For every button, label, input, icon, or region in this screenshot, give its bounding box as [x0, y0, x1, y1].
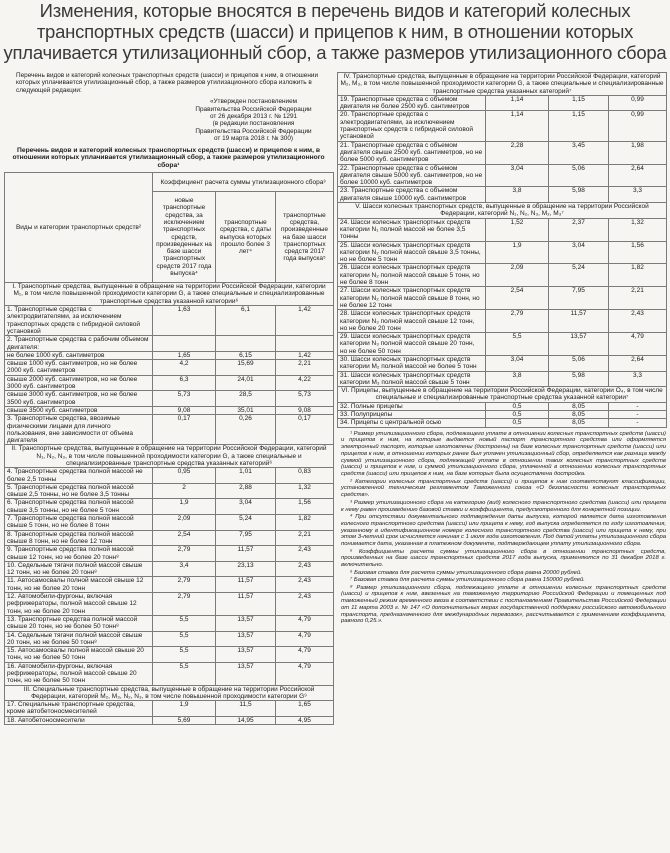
- coef-old: 24,01: [216, 375, 276, 391]
- coef-new: 2,28: [486, 141, 549, 164]
- approval-line: Правительства Российской Федерации: [195, 105, 312, 113]
- coef-new: 2,79: [486, 310, 549, 333]
- table-row: [338, 164, 667, 187]
- row-label: 17. Специальные транспортные средства, кроме автобетоносмесителей: [5, 701, 153, 717]
- coef-old: [216, 336, 276, 352]
- row-label: 27. Шасси колесных транспортных средств категории N₂ полной массой свыше 8 тонн, но не более 12 тонн: [338, 287, 486, 310]
- table-row: [5, 593, 334, 616]
- section-title: III. Специальные транспортные средства, выпущенные в обращение на территории Российской Федерации, категорий M₂, M₃, N₂, N₃, в том числе повышенной проходимости категории G⁹: [5, 685, 334, 701]
- coef-old: 23,13: [216, 561, 276, 577]
- row-label: свыше 3000 куб. сантиметров, но не более 3500 куб. сантиметров: [5, 391, 153, 407]
- coef-old: 14,95: [216, 716, 276, 724]
- table-row: [5, 530, 334, 546]
- table-header-row: [5, 173, 334, 192]
- table-row: [338, 218, 667, 241]
- coef-new: 5,73: [153, 391, 216, 407]
- coef-new: 3,8: [486, 371, 549, 387]
- coef-new: 2,09: [486, 264, 549, 287]
- coef-new: 1,52: [486, 218, 549, 241]
- row-label: свыше 3500 куб. сантиметров: [5, 406, 153, 414]
- table-row: [5, 701, 334, 717]
- column-header-coef: Коэффициент расчета суммы утилизационного сбора³: [153, 173, 334, 192]
- coef-old: 5,06: [549, 355, 609, 371]
- coef-old: 3,45: [549, 141, 609, 164]
- coef-old: 13,57: [216, 631, 276, 647]
- coef-new: 5,5: [153, 647, 216, 663]
- table-row: [338, 402, 667, 410]
- coef-new: 5,5: [486, 333, 549, 356]
- coef-base: 4,95: [276, 716, 334, 724]
- table-row: [5, 662, 334, 685]
- table-row: [5, 647, 334, 663]
- row-label: 25. Шасси колесных транспортных средств категории N₂ полной массой свыше 3,5 тонны, но не более 5 тонн: [338, 241, 486, 264]
- row-label: 8. Транспортные средства полной массой свыше 8 тонн, но не более 12 тонн: [5, 530, 153, 546]
- row-label: 33. Полуприцепы: [338, 411, 486, 419]
- row-label: 21. Транспортные средства с объемом двигателя свыше 2500 куб. сантиметров, но не более 5000 куб. сантиметров: [338, 141, 486, 164]
- coef-base: 4,79: [276, 631, 334, 647]
- coef-new: 5,5: [153, 615, 216, 631]
- column-header-old: транспортные средства, с даты выпуска которых прошло более 3 лет⁴: [216, 192, 276, 283]
- table-row: [5, 375, 334, 391]
- row-label: 23. Транспортные средства с объемом двигателя свыше 10000 куб. сантиметров: [338, 187, 486, 203]
- column-header-base: транспортные средства, произведенные на базе шасси транспортных средств 2017 года выпуска⁵: [276, 192, 334, 283]
- coef-base: 2,64: [609, 355, 667, 371]
- table-row: [5, 336, 334, 352]
- coef-new: 2,79: [153, 577, 216, 593]
- coef-new: 1,9: [486, 241, 549, 264]
- coef-old: 7,95: [549, 287, 609, 310]
- coef-new: 0,17: [153, 415, 216, 445]
- coef-old: 11,57: [549, 310, 609, 333]
- row-label: 1. Транспортные средства с электродвигателями, за исключением транспортных средств с гибридной силовой установкой: [5, 306, 153, 336]
- coef-base: -: [609, 402, 667, 410]
- coef-base: 0,17: [276, 415, 334, 445]
- coef-base: 2,64: [609, 164, 667, 187]
- table-row: [338, 241, 667, 264]
- coef-old: 2,88: [216, 483, 276, 499]
- coef-base: 2,43: [276, 561, 334, 577]
- coef-base: 1,98: [609, 141, 667, 164]
- approval-line: (в редакции постановления: [212, 120, 295, 128]
- coef-new: 5,5: [153, 631, 216, 647]
- coef-base: 4,79: [609, 333, 667, 356]
- row-label: свыше 1000 куб. сантиметров, но не более 2000 куб. сантиметров: [5, 360, 153, 376]
- page-header: [0, 0, 670, 70]
- row-label: не более 1000 куб. сантиметров: [5, 351, 153, 359]
- table-row: [5, 577, 334, 593]
- footnote: ⁸ Размер утилизационного сбора, подлежащего уплате в отношении колесных транспортных средств (шасси) и прицепов к ним, ввезенных на таможенную территорию Российской Федерации и помещенных под таможенный режим временного ввоза в соответствии с постановлением Правительства Российской Федерации от 11 марта 2003 г. № 147 «О дополнительных мерах государственной поддержки российского автомобильного транспорта, предназначенного для международных перевозок», рассчитывается с применением коэффициента, равного 0,25.».: [341, 584, 666, 625]
- coef-old: 3,04: [549, 241, 609, 264]
- row-label: 18. Автобетоносмесители: [5, 716, 153, 724]
- row-label: 3. Транспортные средства, ввозимые физическими лицами для личного пользования, вне зависимости от объема двигателя: [5, 415, 153, 445]
- coef-old: 2,37: [549, 218, 609, 241]
- coef-new: 0,95: [153, 468, 216, 484]
- coef-base: 1,56: [276, 499, 334, 515]
- coef-old: 11,5: [216, 701, 276, 717]
- section-header-row: [338, 73, 667, 96]
- row-label: 5. Транспортные средства полной массой свыше 2,5 тонны, но не более 3,5 тонны: [5, 483, 153, 499]
- coef-old: 5,98: [549, 187, 609, 203]
- coef-new: 1,9: [153, 701, 216, 717]
- row-label: 20. Транспортные средства с электродвигателями, за исключением транспортных средств с гибридной силовой установкой: [338, 111, 486, 141]
- row-label: 29. Шасси колесных транспортных средств категории N₃ полной массой свыше 20 тонн, но не более 50 тонн: [338, 333, 486, 356]
- row-label: 28. Шасси колесных транспортных средств категории N₃ полной массой свыше 12 тонн, но не более 20 тонн: [338, 310, 486, 333]
- section-title: VI. Прицепы, выпущенные в обращение на территории Российской Федерации, категории O₄, в том числе специальные и специализированные транспортные средства указанной категории⁷: [338, 387, 667, 403]
- row-label: 14. Седельные тягачи полной массой свыше 20 тонн, но не более 50 тонн⁸: [5, 631, 153, 647]
- coef-old: 11,57: [216, 577, 276, 593]
- section-header-row: [338, 387, 667, 403]
- coef-old: 8,05: [549, 402, 609, 410]
- coef-old: 6,1: [216, 306, 276, 336]
- coef-base: 2,43: [276, 577, 334, 593]
- table-row: [5, 406, 334, 414]
- column-header-kinds: Виды и категории транспортных средств²: [5, 173, 153, 283]
- table-row: [5, 391, 334, 407]
- row-label: 12. Автомобили-фургоны, включая рефрижераторы, полной массой свыше 12 тонн, но не более 20 тонн: [5, 593, 153, 616]
- coef-base: 4,79: [276, 662, 334, 685]
- table-row: [338, 141, 667, 164]
- table-row: [338, 371, 667, 387]
- coef-new: 3,8: [486, 187, 549, 203]
- coef-new: 4,2: [153, 360, 216, 376]
- coef-base: 2,43: [609, 310, 667, 333]
- coef-base: 1,32: [276, 483, 334, 499]
- footnote: ² Категории колесных транспортных средств (шасси) и прицепов к ним соответствуют классификации, установленной техническим регламентом Таможенного союза «О безопасности колесных транспортных средств».: [341, 478, 666, 499]
- coef-old: 28,5: [216, 391, 276, 407]
- approval-note: [174, 98, 333, 142]
- row-label: 6. Транспортные средства полной массой свыше 3,5 тонны, но не более 5 тонн: [5, 499, 153, 515]
- left-column: [4, 72, 333, 725]
- header-line-1: Изменения, которые вносятся в перечень видов и категорий колесных: [39, 0, 631, 21]
- coef-base: 1,42: [276, 306, 334, 336]
- row-label: 4. Транспортные средства полной массой не более 2,5 тонны: [5, 468, 153, 484]
- table-title: Перечень видов и категорий колесных транспортных средств (шасси) и прицепов к ним, в отношении которых уплачивается утилизационный сбор, а также размеров утилизационного сбора¹: [12, 146, 325, 169]
- coef-base: 2,21: [276, 530, 334, 546]
- coef-new: [153, 336, 216, 352]
- row-label: 30. Шасси колесных транспортных средств категории M₂ полной массой не более 5 тонн: [338, 355, 486, 371]
- coef-new: 1,14: [486, 95, 549, 111]
- coef-old: 5,06: [549, 164, 609, 187]
- section-title: II. Транспортные средства, выпущенные в обращение на территории Российской Федерации, категорий N₁, N₂, N₃, в том числе повышенной проходимости категории G, а также специальные и специализированные транспортные средства указанных категорий⁶: [5, 445, 334, 468]
- row-label: 13. Транспортные средства полной массой свыше 20 тонн, но не более 50 тонн⁸: [5, 615, 153, 631]
- coef-base: 2,43: [276, 546, 334, 562]
- coef-new: 2: [153, 483, 216, 499]
- coef-old: 3,04: [216, 499, 276, 515]
- coef-old: 5,24: [216, 515, 276, 531]
- coef-old: 13,57: [216, 662, 276, 685]
- right-column: [337, 72, 666, 626]
- row-label: 11. Автосамосвалы полной массой свыше 12 тонн, но не более 20 тонн: [5, 577, 153, 593]
- row-label: 19. Транспортные средства с объемом двигателя не более 2500 куб. сантиметров: [338, 95, 486, 111]
- coef-new: 3,4: [153, 561, 216, 577]
- approval-line: Правительства Российской Федерации: [195, 127, 312, 135]
- section-title: I. Транспортные средства, выпущенные в обращение на территории Российской Федерации, категории M₁, в том числе повышенной проходимости категории G, а также специальные и специализированные транспортные средства указанной категории⁶: [5, 283, 334, 306]
- coef-base: [276, 336, 334, 352]
- row-label: 24. Шасси колесных транспортных средств категории N₁ полной массой не более 3,5 тонны: [338, 218, 486, 241]
- table-row: [338, 95, 667, 111]
- table-row: [5, 515, 334, 531]
- table-row: [5, 306, 334, 336]
- coef-base: 9,08: [276, 406, 334, 414]
- coef-new: 0,5: [486, 402, 549, 410]
- table-row: [338, 264, 667, 287]
- coef-new: 1,9: [153, 499, 216, 515]
- footnote: ³ Размер утилизационного сбора на категорию (вид) колесного транспортного средства (шасси) или прицепа к нему равен произведению базовой ставки и коэффициента, предусмотренного для конкретной позиции.: [341, 499, 666, 513]
- row-label: 10. Седельные тягачи полной массой свыше 12 тонн, но не более 20 тонн⁸: [5, 561, 153, 577]
- intro-paragraph: Перечень видов и категорий колесных транспортных средств (шасси) и прицепов к ним, в отношении которых уплачивается утилизационный сбор, а также размеров утилизационного сбора изложить в следующей редакции:: [16, 72, 319, 94]
- table-row: [5, 561, 334, 577]
- coef-new: 6,3: [153, 375, 216, 391]
- coef-base: 1,82: [609, 264, 667, 287]
- coef-old: 13,57: [549, 333, 609, 356]
- table-row: [5, 483, 334, 499]
- coef-old: 8,05: [549, 411, 609, 419]
- row-label: 31. Шасси колесных транспортных средств категории M₃ полной массой свыше 5 тонн: [338, 371, 486, 387]
- coef-base: 2,43: [276, 593, 334, 616]
- coef-base: 1,32: [609, 218, 667, 241]
- coef-old: 8,05: [549, 419, 609, 427]
- section-header-row: [338, 203, 667, 219]
- coef-old: 1,15: [549, 95, 609, 111]
- levy-table-right: [337, 72, 667, 428]
- coef-new: 0,5: [486, 419, 549, 427]
- coef-new: 5,69: [153, 716, 216, 724]
- table-row: [338, 187, 667, 203]
- coef-new: 3,04: [486, 355, 549, 371]
- coef-old: 35,01: [216, 406, 276, 414]
- coef-base: 0,99: [609, 111, 667, 141]
- coef-new: 2,79: [153, 593, 216, 616]
- coef-new: 2,09: [153, 515, 216, 531]
- coef-new: 2,79: [153, 546, 216, 562]
- header-line-3: уплачивается утилизационный сбор, а также размеров утилизационного сбора: [3, 42, 667, 63]
- coef-base: 1,56: [609, 241, 667, 264]
- coef-base: 2,21: [276, 360, 334, 376]
- approval-line: «Утвержден постановлением: [209, 98, 298, 106]
- table-row: [5, 468, 334, 484]
- coef-base: 1,82: [276, 515, 334, 531]
- row-label: 34. Прицепы с центральной осью: [338, 419, 486, 427]
- row-label: 26. Шасси колесных транспортных средств категории N₂ полной массой свыше 5 тонн, но не более 8 тонн: [338, 264, 486, 287]
- coef-new: 0,5: [486, 411, 549, 419]
- footnote: ⁴ При отсутствии документального подтверждения даты выпуска, которой является дата изготовления колесного транспортного средства (шасси) или прицепа к нему, год выпуска определяется по году изготовления, указанному в идентификационном номере колесного транспортного средства (шасси) или прицепа к нему, при этом 3-летний срок исчисляется начиная с 1 июля года изготовления. Под датой уплаты утилизационного сбора понимается дата, указанная в платежном документе, подтверждающем уплату утилизационного сбора.: [341, 514, 666, 548]
- coef-old: 6,15: [216, 351, 276, 359]
- coef-old: 0,26: [216, 415, 276, 445]
- coef-old: 7,95: [216, 530, 276, 546]
- coef-new: 1,14: [486, 111, 549, 141]
- row-label: 15. Автосамосвалы полной массой свыше 20 тонн, но не более 50 тонн: [5, 647, 153, 663]
- footnote: ¹ Размер утилизационного сбора, подлежащего уплате в отношении колесных транспортных средств (шасси) и прицепов к ним, на которые выдается новый паспорт транспортного средства или оформляется электронный паспорт, которые изготовлены (достроены) на базе колесных транспортных средств (шасси) или прицепов к ним, в отношении которых ранее был уплачен утилизационный сбор, определяется как разница между суммой утилизационного сбора, подлежащей уплате в отношении таких колесных транспортных средств (шасси) и прицепов к ним, и суммой утилизационного сбора, уплаченной в отношении колесных транспортных средств (шасси) или прицепов к ним, на базе которых была осуществлена достройка.: [341, 430, 666, 478]
- table-row: [338, 355, 667, 371]
- table-row: [5, 615, 334, 631]
- table-row: [5, 415, 334, 445]
- section-header-row: [5, 283, 334, 306]
- coef-base: 0,99: [609, 95, 667, 111]
- coef-old: 15,69: [216, 360, 276, 376]
- coef-old: 1,01: [216, 468, 276, 484]
- coef-old: 13,57: [216, 647, 276, 663]
- footnote: ⁷ Базовая ставка для расчета суммы утилизационного сбора равна 150000 рублей.: [350, 577, 585, 584]
- section-header-row: [5, 685, 334, 701]
- coef-old: 1,15: [549, 111, 609, 141]
- row-label: 2. Транспортные средства с рабочим объемом двигателя:: [5, 336, 153, 352]
- table-row: [5, 499, 334, 515]
- footnotes: [337, 431, 666, 626]
- row-label: свыше 2000 куб. сантиметров, но не более 3000 куб. сантиметров: [5, 375, 153, 391]
- coef-old: 11,57: [216, 546, 276, 562]
- footnote: ⁶ Базовая ставка для расчета суммы утилизационного сбора равна 20000 рублей.: [350, 569, 582, 576]
- coef-base: 2,21: [609, 287, 667, 310]
- coef-new: 2,54: [486, 287, 549, 310]
- approval-line: от 26 декабря 2013 г. № 1291: [209, 113, 298, 121]
- row-label: 9. Транспортные средства полной массой свыше 12 тонн, но не более 20 тонн⁸: [5, 546, 153, 562]
- column-header-new: новые транспортные средства, за исключением транспортных средств, произведенных на базе шасси транспортных средств 2017 года выпуска⁴: [153, 192, 216, 283]
- table-row: [338, 287, 667, 310]
- coef-base: 5,73: [276, 391, 334, 407]
- coef-old: 11,57: [216, 593, 276, 616]
- row-label: 7. Транспортные средства полной массой свыше 5 тонн, но не более 8 тонн: [5, 515, 153, 531]
- table-row: [338, 111, 667, 141]
- coef-new: 2,54: [153, 530, 216, 546]
- coef-base: 4,22: [276, 375, 334, 391]
- table-row: [5, 716, 334, 724]
- coef-base: 1,65: [276, 701, 334, 717]
- row-label: 16. Автомобили-фургоны, включая рефрижераторы, полной массой свыше 20 тонн, но не более 50 тонн: [5, 662, 153, 685]
- table-row: [5, 631, 334, 647]
- coef-base: 3,3: [609, 187, 667, 203]
- coef-base: 0,83: [276, 468, 334, 484]
- coef-old: 5,24: [549, 264, 609, 287]
- coef-new: 1,63: [153, 306, 216, 336]
- row-label: 22. Транспортные средства с объемом двигателя свыше 5000 куб. сантиметров, но не более 10000 куб. сантиметров: [338, 164, 486, 187]
- coef-base: 1,42: [276, 351, 334, 359]
- coef-base: 3,3: [609, 371, 667, 387]
- table-row: [338, 419, 667, 427]
- header-line-2: транспортных средств (шасси) и прицепов к ним, в отношении которых: [36, 21, 634, 42]
- coef-old: 13,57: [216, 615, 276, 631]
- levy-table-left: [4, 172, 334, 725]
- table-row: [338, 333, 667, 356]
- coef-base: -: [609, 419, 667, 427]
- section-header-row: [5, 445, 334, 468]
- table-row: [338, 411, 667, 419]
- table-row: [338, 310, 667, 333]
- coef-base: -: [609, 411, 667, 419]
- footnote: ⁵ Коэффициенты расчета суммы утилизационного сбора в отношении транспортных средств, произведенных на базе шасси транспортных средств 2017 года выпуска, применяются по 31 декабря 2018 г. включительно.: [341, 548, 666, 569]
- table-row: [5, 360, 334, 376]
- table-row: [5, 351, 334, 359]
- section-title: V. Шасси колесных транспортных средств, выпущенные в обращение на территории Российской Федерации, категорий N₁, N₂, N₃, M₂, M₃⁷: [338, 203, 667, 219]
- section-title: IV. Транспортные средства, выпущенные в обращение на территории Российской Федерации, категорий M₂, M₃, в том числе повышенной проходимости категории G, а также специальные и специализированные транспортные средства указанных категорий⁷: [338, 73, 667, 96]
- coef-new: 1,65: [153, 351, 216, 359]
- coef-new: 9,08: [153, 406, 216, 414]
- coef-base: 4,79: [276, 647, 334, 663]
- approval-line: от 19 марта 2018 г. № 300): [213, 135, 294, 143]
- table-row: [5, 546, 334, 562]
- coef-base: 4,79: [276, 615, 334, 631]
- coef-new: 3,04: [486, 164, 549, 187]
- coef-old: 5,98: [549, 371, 609, 387]
- coef-new: 5,5: [153, 662, 216, 685]
- row-label: 32. Полные прицепы: [338, 402, 486, 410]
